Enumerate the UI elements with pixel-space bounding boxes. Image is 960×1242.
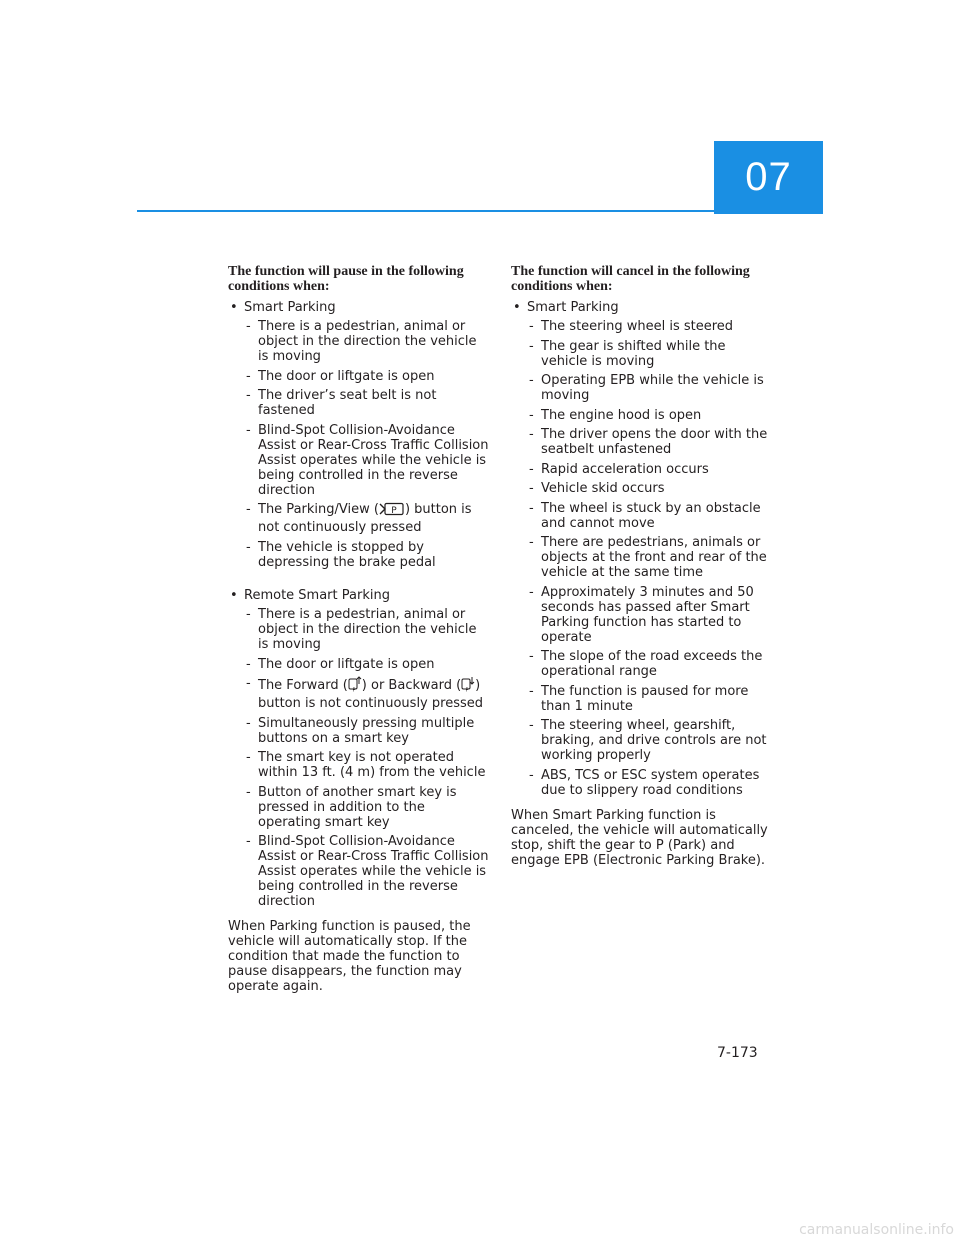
cancel-section xyxy=(511,264,773,881)
list-item: - The driver’s seat belt is not fastened xyxy=(228,388,490,418)
list-item: - There is a pedestrian, animal or object in the direction the vehicle is moving xyxy=(228,319,490,364)
chapter-number: 07 xyxy=(745,155,792,199)
list-item: - The function is paused for more than 1 minute xyxy=(511,684,773,714)
list-item: - The door or liftgate is open xyxy=(228,369,490,384)
cancel-note: When Smart Parking function is canceled, the vehicle will automatically stop, shift the gear to P (Park) and engage EPB (Electronic Parking Brake). xyxy=(511,807,768,868)
list-item: - The door or liftgate is open xyxy=(228,657,490,672)
list-item: - The engine hood is open xyxy=(511,408,773,423)
list-item: - There is a pedestrian, animal or object in the direction the vehicle is moving xyxy=(228,607,490,652)
list-item: - Approximately 3 minutes and 50 seconds has passed after Smart Parking function has started to operate xyxy=(511,585,773,645)
pause-smart-parking-label: • Smart Parking xyxy=(228,300,490,315)
svg-text:P: P xyxy=(465,687,469,692)
list-item: - The slope of the road exceeds the operational range xyxy=(511,649,773,679)
list-item: - The steering wheel, gearshift, braking, and drive controls are not working properly xyxy=(511,718,773,763)
list-item: - The wheel is stuck by an obstacle and cannot move xyxy=(511,501,773,531)
chapter-tab xyxy=(714,141,823,214)
cancel-smart-parking-label: • Smart Parking xyxy=(511,300,773,315)
pause-remote-smart-parking-label: • Remote Smart Parking xyxy=(228,588,490,603)
cancel-heading: The function will cancel in the following conditions when: xyxy=(511,264,750,294)
list-item: - The steering wheel is steered xyxy=(511,319,773,334)
list-item: - Vehicle skid occurs xyxy=(511,481,773,496)
pause-remote-smart-parking-list xyxy=(228,607,490,909)
header-rule xyxy=(137,210,714,212)
list-item: - ABS, TCS or ESC system operates due to slippery road conditions xyxy=(511,768,773,798)
svg-text:P: P xyxy=(352,687,356,692)
backward-button-icon xyxy=(461,676,475,696)
list-item: - Operating EPB while the vehicle is moving xyxy=(511,373,773,403)
svg-text:P: P xyxy=(391,506,397,516)
pause-note: When Parking function is paused, the vehicle will automatically stop. If the condition that made the function to pause disappears, the function may operate again. xyxy=(228,919,471,994)
list-item: - The smart key is not operated within 13 ft. (4 m) from the vehicle xyxy=(228,750,490,780)
list-item: - The driver opens the door with the seatbelt unfastened xyxy=(511,427,773,457)
pause-smart-parking-list xyxy=(228,319,490,570)
list-item: - The gear is shifted while the vehicle is moving xyxy=(511,339,773,369)
list-item: - Blind-Spot Collision-Avoidance Assist or Rear-Cross Traffic Collision Assist operates while the vehicle is being controlled in the reverse direction xyxy=(228,423,490,498)
forward-button-icon xyxy=(348,676,362,696)
pause-section xyxy=(228,264,490,1007)
list-item: - The Parking/View ( P ) button is not continuously pressed xyxy=(228,502,490,535)
parking-view-button-icon xyxy=(379,502,405,520)
list-item: - Button of another smart key is pressed in addition to the operating smart key xyxy=(228,785,490,830)
list-item: - Rapid acceleration occurs xyxy=(511,462,773,477)
page-number: 7-173 xyxy=(717,1045,758,1061)
pause-heading: The function will pause in the following conditions when: xyxy=(228,264,464,294)
cancel-smart-parking-list xyxy=(511,319,773,798)
watermark: carmanualsonline.info xyxy=(799,1222,954,1238)
list-item: - The vehicle is stopped by depressing the brake pedal xyxy=(228,540,490,570)
list-item: - The Forward ( P ) or Backward ( P ) button is not continuously pressed xyxy=(228,676,490,711)
list-item: - Blind-Spot Collision-Avoidance Assist or Rear-Cross Traffic Collision Assist operates while the vehicle is being controlled in the reverse direction xyxy=(228,834,490,909)
list-item: - Simultaneously pressing multiple buttons on a smart key xyxy=(228,716,490,746)
list-item: - There are pedestrians, animals or objects at the front and rear of the vehicle at the same time xyxy=(511,535,773,580)
